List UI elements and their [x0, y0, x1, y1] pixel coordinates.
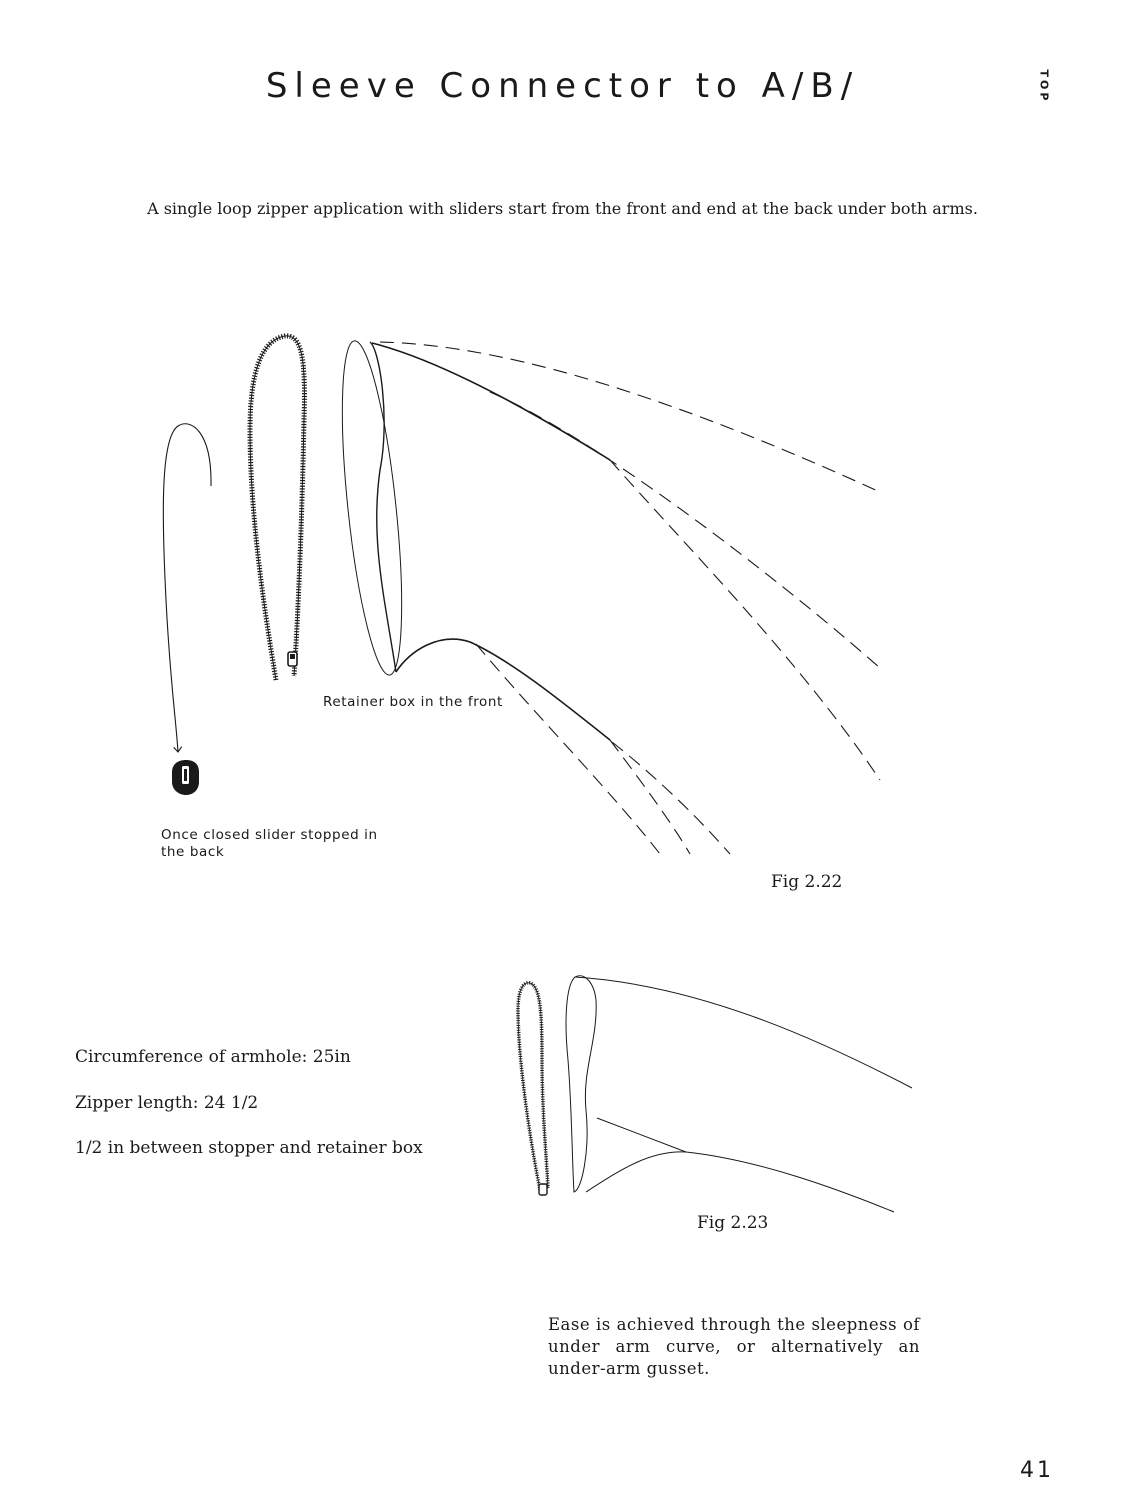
page-title: Sleeve Connector to A/B/: [265, 66, 860, 106]
zipper-icon-small: [518, 983, 548, 1195]
section-tab: TOP: [1037, 69, 1051, 104]
sleeve-outline-small: [566, 976, 912, 1212]
intro-text: A single loop zipper application with sliders start from the front and end at the back under both arms.: [147, 199, 978, 218]
slider-stop-label-line1: Once closed slider stopped in: [161, 827, 378, 843]
armhole-spec: Circumference of armhole: 25in: [75, 1047, 351, 1067]
ease-note: Ease is achieved through the sleepness of under arm curve, or alternatively an under-arm gusset.: [548, 1315, 920, 1378]
slider-stop-label-line2: the back: [161, 844, 225, 860]
gap-spec: 1/2 in between stopper and retainer box: [75, 1138, 423, 1158]
zipper-length-spec: Zipper length: 24 1/2: [75, 1093, 259, 1113]
retainer-box-label: Retainer box in the front: [323, 694, 503, 710]
figure-2-23-caption: Fig 2.23: [697, 1213, 769, 1233]
figure-2-22-caption: Fig 2.22: [771, 872, 843, 892]
page-number: 41: [1020, 1458, 1054, 1483]
